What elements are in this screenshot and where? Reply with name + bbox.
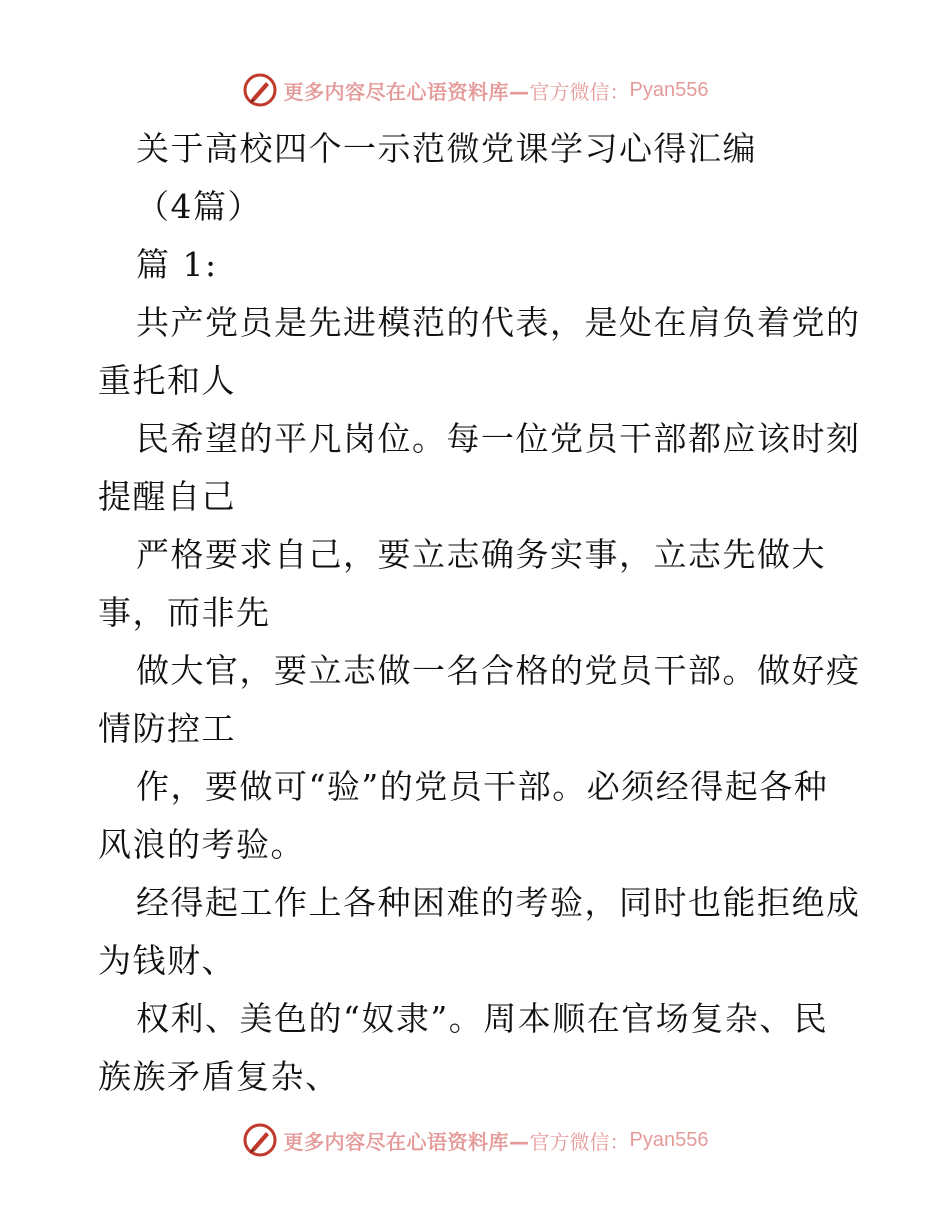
text-line: 风浪的考验。	[98, 825, 305, 864]
pen-logo-icon	[242, 72, 278, 108]
document-subtitle: （4篇）	[136, 187, 262, 226]
wechat-label: 官方微信：	[529, 79, 630, 104]
text-line: 重托和人	[98, 361, 236, 400]
text-line: 提醒自己	[98, 477, 236, 516]
wechat-label: 官方微信：	[529, 1129, 630, 1154]
document-title: 关于高校四个一示范微党课学习心得汇编	[136, 129, 757, 168]
pen-logo-icon	[242, 1122, 278, 1158]
text-line: 权利、美色的“奴隶”。周本顺在官场复杂、民	[136, 999, 829, 1038]
text-line: 民希望的平凡岗位。每一位党员干部都应该时刻	[136, 419, 861, 458]
paragraph-lines	[98, 294, 861, 1106]
text-line: 作，要做可“验”的党员干部。必须经得起各种	[136, 767, 829, 806]
text-line: 族族矛盾复杂、	[98, 1057, 340, 1096]
banner-text: 更多内容尽在心语资料库—	[283, 79, 530, 104]
text-line: 共产党员是先进模范的代表，是处在肩负着党的	[136, 303, 861, 342]
wechat-id: Pyan556	[629, 78, 709, 101]
text-line: 事，而非先	[98, 593, 271, 632]
document-body	[98, 120, 861, 1106]
text-line: 为钱财、	[98, 941, 236, 980]
section-label: 篇 1:	[136, 245, 218, 284]
header-banner	[0, 70, 950, 110]
text-line: 情防控工	[98, 709, 236, 748]
text-line: 做大官，要立志做一名合格的党员干部。做好疫	[136, 651, 861, 690]
wechat-id: Pyan556	[629, 1128, 709, 1151]
footer-banner	[0, 1120, 950, 1160]
text-line: 严格要求自己，要立志确务实事，立志先做大	[136, 535, 826, 574]
text-line: 经得起工作上各种困难的考验，同时也能拒绝成	[136, 883, 861, 922]
banner-text: 更多内容尽在心语资料库—	[283, 1129, 530, 1154]
